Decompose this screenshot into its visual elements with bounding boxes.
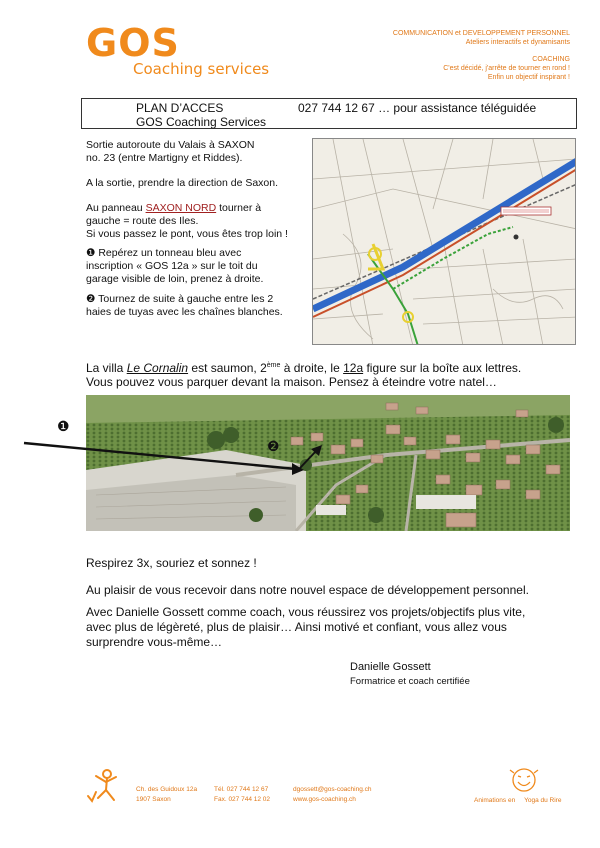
laughing-face-icon (505, 764, 543, 796)
dir-p3-l2: gauche = route des Iles. (86, 215, 199, 227)
photo-marker-1: ❶ (57, 418, 70, 434)
photo-marker-2: ❷ (267, 438, 280, 454)
plaisir-text: Au plaisir de vous recevoir dans notre nouvel espace de développement personnel. (86, 583, 529, 597)
avec-line-3: surprendre vous-même… (86, 635, 223, 649)
respirez-text: Respirez 3x, souriez et sonnez ! (86, 556, 257, 570)
title-company: GOS Coaching Services (136, 115, 267, 129)
header-tagline-4: Enfin un objectif inspirant ! (487, 74, 570, 81)
header-tagline-coaching: COACHING (532, 56, 570, 63)
dir-p2: A la sortie, prendre la direction de Saxon. (86, 177, 279, 189)
house-number: 12a (343, 361, 364, 375)
dir-p3-l1: Au panneau SAXON NORD tourner à (86, 202, 262, 214)
title-plan-acces: PLAN D’ACCES (136, 101, 224, 115)
title-box (81, 98, 577, 129)
dir-p1-l1: Sortie autoroute du Valais à SAXON (86, 139, 255, 151)
step2-marker: ❷ (86, 293, 96, 305)
avec-line-1: Avec Danielle Gossett comme coach, vous réussirez vos projets/objectifs plus vite, (86, 605, 526, 619)
footer-address-1: Ch. des Guidoux 12a (136, 786, 198, 793)
dir-p3-l3: Si vous passez le pont, vous êtes trop loin ! (86, 228, 288, 240)
header-tagline-2: Ateliers interactifs et dynamisants (465, 39, 570, 46)
footer-yoga: Animations en Yoga du Rire (474, 797, 562, 804)
footer-address-2: 1907 Saxon (136, 796, 171, 803)
title-phone: 027 744 12 67 … pour assistance téléguidée (298, 101, 537, 115)
dir-step2-l1: ❷ Tournez de suite à gauche entre les 2 (86, 293, 274, 305)
footer-fax: Fax. 027 744 12 02 (214, 796, 271, 803)
dir-step1-l2: inscription « GOS 12a » sur le toit du (86, 260, 258, 272)
footer-tel: Tél. 027 744 12 67 (214, 786, 269, 793)
map-graphic (313, 139, 576, 345)
villa-line-2: Vous pouvez vous parquer devant la maison. Pensez à éteindre votre natel… (86, 375, 497, 389)
route-arrow (0, 395, 600, 531)
signature-title: Formatrice et coach certifiée (350, 676, 470, 687)
header-tagline-3: C'est décidé, j'arrête de tourner en rond ! (443, 65, 570, 72)
jumping-figure-icon (86, 768, 128, 804)
header-tagline-1: COMMUNICATION et DEVELOPPEMENT PERSONNEL (392, 30, 570, 37)
villa-line-1: La villa Le Cornalin est saumon, 2ème à droite, le 12a figure sur la boîte aux lettres. (86, 361, 522, 375)
logo-gos: GOS (86, 21, 180, 65)
dir-step1-l1: ❶ Repérez un tonneau bleu avec (86, 247, 242, 259)
footer-website[interactable]: www.gos-coaching.ch (293, 796, 356, 803)
logo-subtitle: Coaching services (133, 60, 270, 78)
avec-line-2: avec plus de légèreté, plus de plaisir… Ainsi motivé et confiant, vous allez vous (86, 620, 507, 634)
step1-marker: ❶ (86, 247, 96, 259)
directions-block (86, 139, 308, 319)
footer-email[interactable]: dgossett@gos-coaching.ch (293, 786, 372, 793)
dir-step2-l2: haies de tuyas avec les chaînes blanches. (86, 306, 283, 318)
saxon-nord-link[interactable]: SAXON NORD (145, 202, 217, 214)
dir-step1-l3: garage visible de loin, prenez à droite. (86, 273, 264, 285)
access-map (312, 138, 576, 345)
dir-p1-l2: no. 23 (entre Martigny et Riddes). (86, 152, 243, 164)
signature-name: Danielle Gossett (350, 661, 431, 673)
villa-name: Le Cornalin (126, 361, 189, 375)
